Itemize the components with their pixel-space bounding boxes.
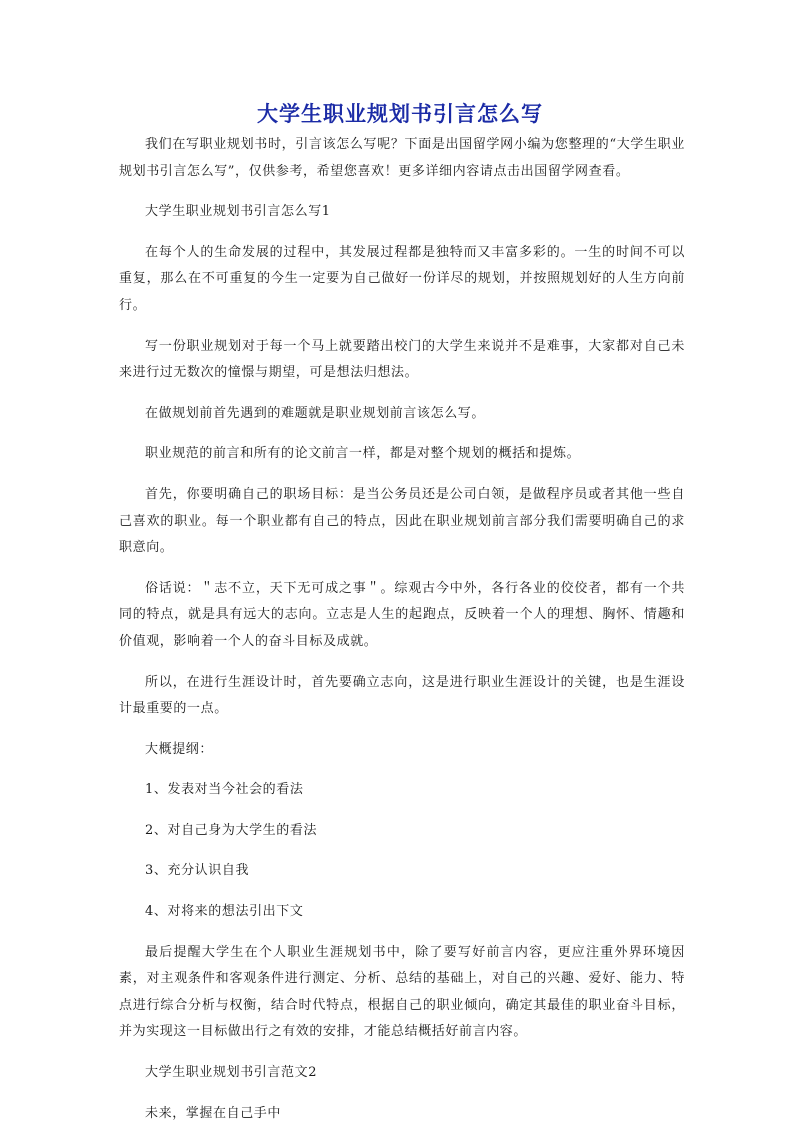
section-heading-1: 大学生职业规划书引言怎么写1 <box>145 204 331 220</box>
body-paragraph: 在做规划前首先遇到的难题就是职业规划前言该怎么写。 <box>145 405 486 421</box>
body-paragraph: 最后提醒大学生在个人职业生涯规划书中，除了要写好前言内容，更应注重外界环境因素，对主观条件和客观条件进行测定、分析、总结的基础上，对自己的兴趣、爱好、能力、特点进行综合分析与权衡，结合时代特点，根据自己的职业倾向，确定其最佳的职业奋斗目标，并为实现这一目标做出行之有效的安排，才能总结概括好前言内容。 <box>119 944 685 1040</box>
outline-item: 4、对将来的想法引出下文 <box>145 904 304 920</box>
outline-item: 1、发表对当今社会的看法 <box>145 782 304 798</box>
outline-heading: 大概提纲： <box>145 741 214 757</box>
body-paragraph: 未来，掌握在自己手中 <box>145 1105 282 1121</box>
body-paragraph: 写一份职业规划对于每一个马上就要踏出校门的大学生来说并不是难事，大家都对自己未来进行过无数次的憧憬与期望，可是想法归想法。 <box>119 338 685 381</box>
document-title: 大学生职业规划书引言怎么写 <box>257 102 543 126</box>
outline-item: 2、对自己身为大学生的看法 <box>145 822 318 838</box>
body-paragraph: 职业规范的前言和所有的论文前言一样，都是对整个规划的概括和提炼。 <box>145 446 581 462</box>
body-paragraph: 在每个人的生命发展的过程中，其发展过程都是独特而又丰富多彩的。一生的时间不可以重复，那么在不可重复的今生一定要为自己做好一份详尽的规划，并按照规划好的人生方向前行。 <box>119 244 685 313</box>
document-body <box>119 132 685 1141</box>
outline-item: 3、充分认识自我 <box>145 863 250 879</box>
intro-paragraph: 我们在写职业规划书时，引言该怎么写呢？下面是出国留学网小编为您整理的“大学生职业规划书引言怎么写”，仅供参考，希望您喜欢！更多详细内容请点击出国留学网查看。 <box>119 137 685 179</box>
body-paragraph: 首先，你要明确自己的职场目标：是当公务员还是公司白领，是做程序员或者其他一些自己喜欢的职业。每一个职业都有自己的特点，因此在职业规划前言部分我们需要明确自己的求职意向。 <box>119 486 685 556</box>
body-paragraph: 所以，在进行生涯设计时，首先要确立志向，这是进行职业生涯设计的关键，也是生涯设计最重要的一点。 <box>119 674 685 717</box>
body-paragraph: 俗话说：＂志不立，天下无可成之事＂。综观古今中外，各行各业的佼佼者，都有一个共同的特点，就是具有远大的志向。立志是人生的起跑点，反映着一个人的理想、胸怀、情趣和价值观，影响着一个人的奋斗目标及成就。 <box>119 580 685 649</box>
section-heading-2: 大学生职业规划书引言范文2 <box>145 1065 318 1081</box>
